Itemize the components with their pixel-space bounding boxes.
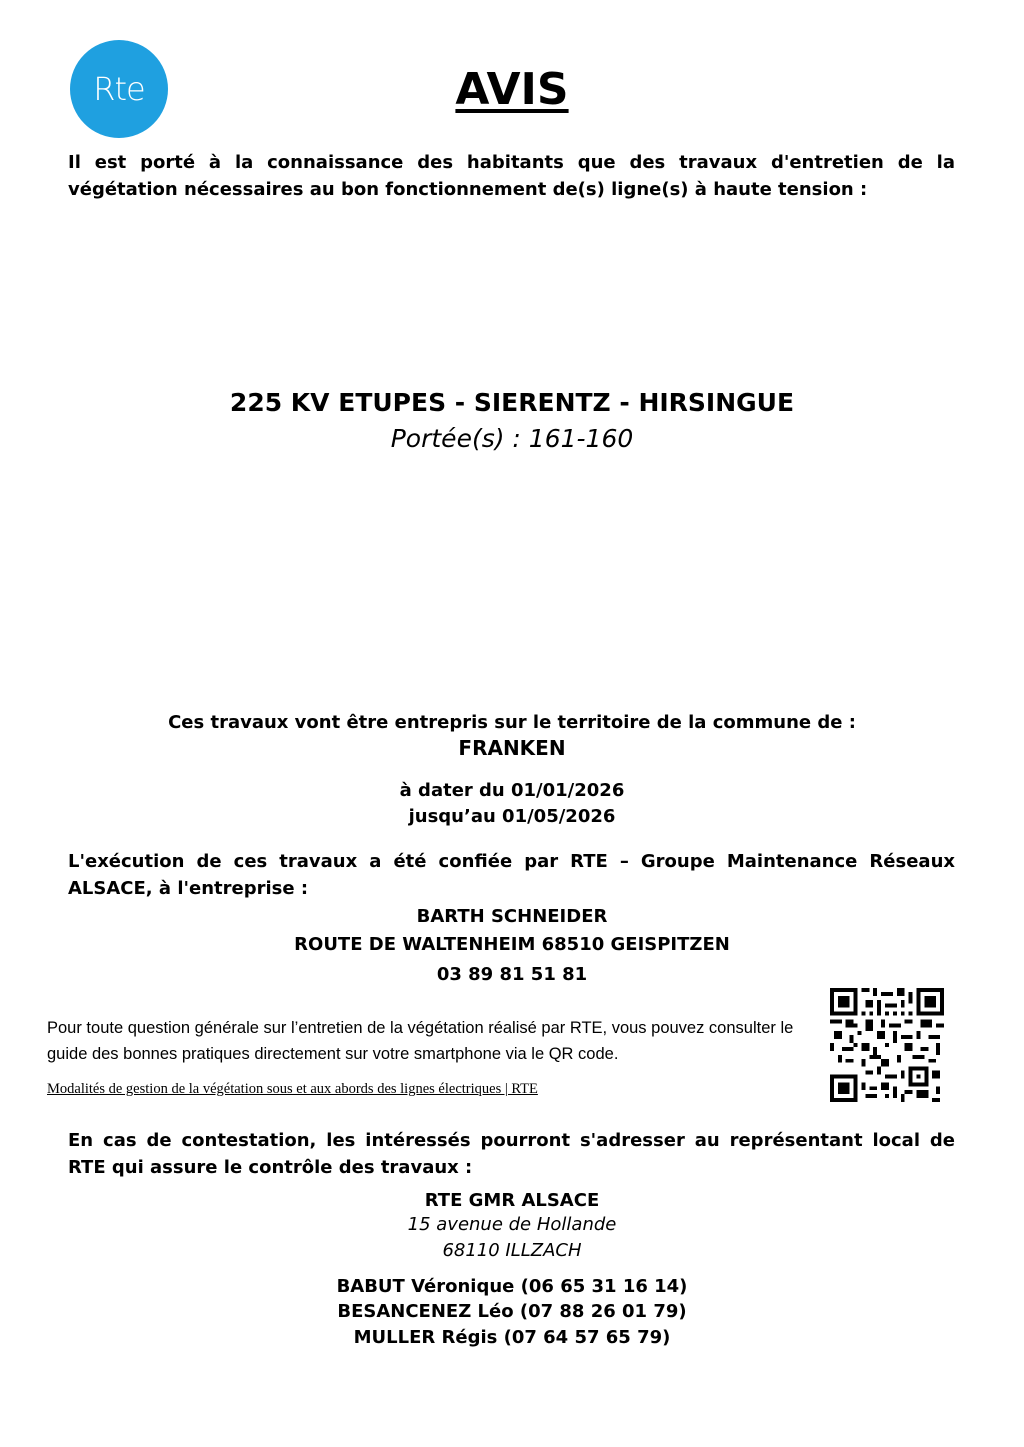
company-name: BARTH SCHNEIDER bbox=[416, 906, 608, 927]
execution-paragraph: L'exécution de ces travaux a été confiée par RTE – Groupe Maintenance Réseaux ALSACE, à l'entreprise : bbox=[68, 851, 955, 899]
date-from: à dater du 01/01/2026 bbox=[399, 780, 625, 801]
contact-1: BABUT Véronique (06 65 31 16 14) bbox=[336, 1276, 688, 1297]
commune-intro: Ces travaux vont être entrepris sur le territoire de la commune de : bbox=[168, 712, 856, 733]
line-spans: Portée(s) : 161-160 bbox=[390, 424, 634, 453]
qr-code-icon[interactable] bbox=[830, 988, 944, 1102]
contact-2: BESANCENEZ Léo (07 88 26 01 79) bbox=[337, 1301, 687, 1322]
contest-paragraph: En cas de contestation, les intéressés pourront s'adresser au représentant local de RTE qui assure le contrôle des travaux : bbox=[68, 1130, 955, 1178]
date-to: jusqu’au 01/05/2026 bbox=[408, 806, 616, 827]
contact-3: MULLER Régis (07 64 57 65 79) bbox=[353, 1327, 671, 1348]
line-name: 225 KV ETUPES - SIERENTZ - HIRSINGUE bbox=[229, 388, 795, 417]
rte-office-name: RTE GMR ALSACE bbox=[424, 1190, 600, 1211]
rte-office-city: 68110 ILLZACH bbox=[442, 1240, 582, 1261]
rte-office-street: 15 avenue de Hollande bbox=[407, 1214, 617, 1235]
commune-name: FRANKEN bbox=[458, 736, 566, 760]
intro-paragraph: Il est porté à la connaissance des habitants que des travaux d'entretien de la végétation nécessaires au bon fonctionnement de(s) ligne(s) à haute tension : bbox=[68, 152, 955, 200]
company-address: ROUTE DE WALTENHEIM 68510 GEISPITZEN bbox=[294, 934, 730, 955]
rte-logo-text: Rte bbox=[93, 70, 145, 108]
page-title: AVIS bbox=[455, 64, 569, 115]
qr-info-text: Pour toute question générale sur l’entretien de la végétation réalisé par RTE, vous pouvez consulter le guide des bonnes pratiques directement sur votre smartphone via le QR code. bbox=[47, 1019, 794, 1063]
company-phone: 03 89 81 51 81 bbox=[436, 964, 588, 985]
guide-link[interactable]: Modalités de gestion de la végétation sous et aux abords des lignes électriques | RTE bbox=[47, 1081, 538, 1097]
